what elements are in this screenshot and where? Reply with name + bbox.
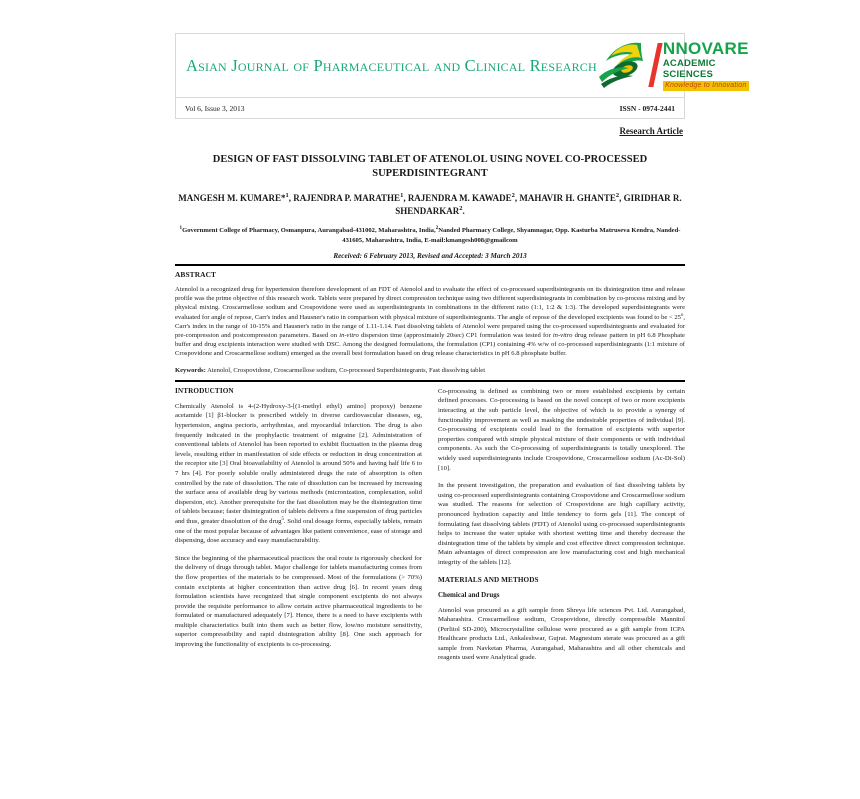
journal-title: Asian Journal of Pharmaceutical and Clinical Research [186, 55, 597, 75]
journal-masthead [175, 33, 749, 98]
chemicals-drugs-heading: Chemical and Drugs [438, 590, 500, 599]
publisher-logo [597, 37, 747, 95]
volume-issue-text: Vol 6, Issue 3, 2013 [185, 103, 245, 113]
left-column [175, 387, 422, 671]
article-page [175, 33, 749, 671]
body-columns [175, 387, 685, 671]
abstract-heading: ABSTRACT [175, 270, 217, 279]
intro-paragraph-3: Co-processing is defined as combining two or more established excipients by certain defined processes. Co-processing is based on the novel concept of two or more excipients interacting at the sub particle level, the objective of which is to provide a synergy of functionality improvement as well as masking the undesirable properties of individual [9]. Co-processing of excipients could lead to the formation of excipients with superior properties compared with simple physical mixture of their components or with individual components. As such the Co-processing of superdisintegrants is totally unexplored. The widely used superdisintegrants include Crospovidone, Croscarmellose sodium (Ac-Di-Sol) [10]. [438, 387, 685, 472]
received-dates: Received: 6 February 2013, Revised and Accepted: 3 March 2013 [333, 252, 527, 260]
article-type-label: Research Article [619, 126, 683, 136]
logo-subtitle: ACADEMIC SCIENCES [662, 58, 716, 80]
abstract-text: Atenolol is a recognized drug for hypertension therefore development of an FDT of Atenolol and to evaluate the effect of co-processed superdisintegrants on its disintegration time and release profile was the prime objective of this research work. Tablets were prepared by direct compression technique using two different superdisintegrants in combination by co-process mixing and by physical mixing. Croscarmellose sodium and Crospovidone were used as superdisintegrants in combinations in the different ratio (1:1, 1:2 & 1:3). The developed superdisintegrants were evaluated for angle of repose, Carr's index and Hausner's ratio in comparison with physical mixture of superdisintegrants. The angle of repose of the developed excipients was found to be < $25^o$, Carr's index in the range of 10-15% and Hausner's ratio in the range of 1.11-1.14. Fast dissolving tablets of Atenolol were prepared using the co-processed superdisintegrants and evaluated for pre-compression and postcompression parameters. Based on in-vitro dispersion time (approximately 20sec) CP1 formulation was tested for in-vitro drug release pattern in pH 6.8 Phosphate buffer and drug excipients interaction were studied with DSC. Among the designed formulations, the formulation (CP1) containing 4% w/w of co-processed superdisintegrants (1:1 mixture of Crospovidone and Croscarmellose sodium) emerged as the overall best formulation based on drug release characteristics in pH 6.8 phosphate buffer. [175, 286, 685, 358]
introduction-heading: INTRODUCTION [175, 386, 234, 395]
logo-tagline: Knowledge to Innovation [663, 81, 749, 91]
chemicals-paragraph: Atenolol was procured as a gift sample from Shreya life sciences Pvt. Ltd. Aurangabad, Maharashtra. Croscarmellose sodium, Crospovidone, directly compressible Mannitol (Perlitol SD-200), Microcrystalline cellulose were procured as a gift sample from ICPA Healthcare products Ltd., Ankaleshwar, Gujrat. Magnesium sterate was procured as a gift sample from Navketan Pharma, Aurangabad, Maharashtra and all other chemicals and reagents used were Analytical grade. [438, 606, 685, 662]
divider-top [175, 264, 685, 266]
logo-name: NNOVARE [662, 39, 749, 58]
right-column [438, 387, 685, 671]
keywords-line [175, 366, 685, 375]
author-list: MANGESH M. KUMARE*$^1$, RAJENDRA P. MARATHE$^1$, RAJENDRA M. KAWADE$^2$, MAHAVIR H. GHANTE$^2$, GIRIDHAR R. SHENDARKAR$^2$. [178, 192, 682, 216]
materials-methods-heading: MATERIALS AND METHODS [438, 575, 539, 584]
keywords-text: Atenolol, Crospovidone, Croscarmellose sodium, Co-processed Superdisintegrants, Fast dissolving tablet [205, 366, 486, 374]
intro-paragraph-1: Chemically Atenolol is 4-(2-Hydroxy-3-[(1-methyl ethyl) amino] propoxy) benzene acetamide [1] β1-blocker is prescribed widely in diverse cardiovascular diseases, eg, hypertension, angina pectoris, arrhythmias, and myocardial infarction. The drug is also frequently indicated in the prophylactic treatment of migraine [2]. Administration of conventional tablets of Atenolol has been reported to exhibit fluctuation in the plasma drug levels, resulting either in manifestation of side effects or reduction in drug concentration at the receptor site [3] Oral bioavailability of Atenolol is around 50% and having half life 6 to 7 hrs [4]. For poorly soluble orally administered drugs the rate of absorption is often controlled by the rate of dissolution. The rate of dissolution can be increased by increasing the surface area of available drug by various methods (micronization, complexation, solid dispersion, etc). Another prerequisite for the fast dissolution may be the disintegration time of tablets because; faster disintegration of tablets delivers a fine suspension of drug particles and thus, greater dissolution of the drug$^5$. Solid oral dosage forms, especially tablets, remain one of the most popular because of advantages like patient convenience, ease of storage and dispensing, dose accuracy and easy manufacturability. [175, 402, 423, 545]
logo-leaf-icon [597, 39, 653, 93]
intro-paragraph-4: In the present investigation, the preparation and evaluation of fast dissolving tablets by using co-processed superdisintegrants containing Crospovidone and Croscarmellose sodium was studied. The reasons for selection of Crospovidone are high capillary activity, pronounced hydration capacity and little tendency to form gels [11]. The concept of formulating fast dissolving tablets (FDT) of Atenolol using co-processed superdisintegrants helps to increase the water uptake with shortest wetting time and thereby decrease the disintegration time of the tablets by simple and cost effective direct compression technique. Main advantages of direct compression are low manufacturing cost and high mechanical integrity of the tablets [12]. [438, 482, 685, 566]
affiliations: $^1$Government College of Pharmacy, Osmanpura, Aurangabad-431002, Maharashtra, India,$^2$Nanded Pharmacy College, Shyamnagar, Opp. Kasturba Matruseva Kendra, Nanded-431605, Maharashtra, India, E-mail:kmangesh008@gmailcom [179, 224, 681, 244]
issue-bar [175, 98, 685, 119]
divider-abstract [175, 380, 685, 382]
issn-text: ISSN - 0974-2441 [619, 103, 675, 113]
intro-paragraph-2: Since the beginning of the pharmaceutical practices the oral route is rigorously checked for the delivery of drugs through tablet. Major challenge for tablets manufacturing comes from the flow properties of the materials to be compressed. Most of the formulations (> 70%) contain excipients at higher concentration than active drug [6]. In recent years drug formulation scientists have recognized that single component excipients do not always provide the requisite performance to allow certain active pharmaceutical ingredients to be formulated or manufactured adequately [7]. Hence, there is a need to have excipients with multiple characteristics built into them such as better flow, low/no moisture sensitivity, superior compressibility and rapid disintegration ability [8]. One such approach for improving the functionality of excipients is co-processing. [175, 554, 422, 649]
page-title: DESIGN OF FAST DISSOLVING TABLET OF ATENOLOL USING NOVEL CO-PROCESSED SUPERDISINTEGRANT [212, 154, 648, 179]
keywords-label: Keywords: [175, 366, 206, 374]
